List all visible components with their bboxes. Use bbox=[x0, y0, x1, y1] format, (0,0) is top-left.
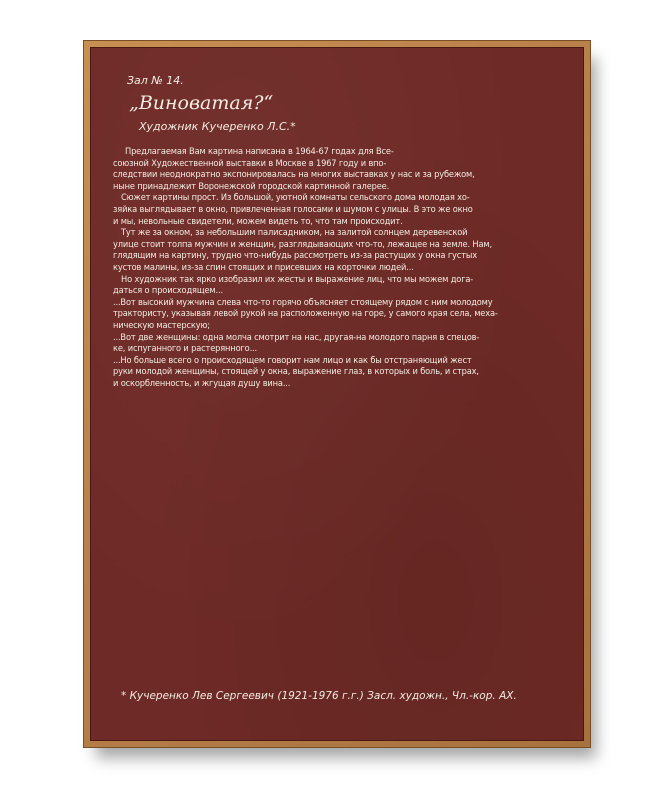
text-line: руки молодой женщины, стоящей у окна, выражение глаз, в которых и боль, и страх, bbox=[113, 366, 479, 378]
text-line: глядящим на картину, трудно что-нибудь рассмотреть из-за растущих у окна густых bbox=[113, 250, 477, 262]
text-line: ныне принадлежит Воронежской городской картинной галерее. bbox=[113, 180, 390, 192]
text-line: кустов малины, из-за спин стоящих и присевших на корточки людей... bbox=[113, 261, 414, 273]
artist-footnote: * Кучеренко Лев Сергеевич (1921-1976 г.г.) Засл. художн., Чл.-кор. АХ. bbox=[121, 690, 517, 702]
text-line: и мы, невольные свидетели, можем видеть то, что там происходит. bbox=[113, 215, 403, 227]
text-line: трактористу, указывая левой рукой на расположенную на горе, у самого края села, меха- bbox=[113, 308, 498, 320]
text-line: союзной Художественной выставки в Москве в 1967 году и впо- bbox=[113, 157, 387, 169]
text-line: Но художник так ярко изобразил их жесты и выражение лиц, что мы можем дога- bbox=[121, 273, 474, 285]
text-line: ке, испуганного и растерянного... bbox=[113, 343, 257, 355]
text-line: даться о происходящем... bbox=[113, 285, 223, 297]
painting-title: „Виноватая?“ bbox=[129, 92, 274, 114]
hall-number: Зал № 14. bbox=[127, 74, 184, 87]
text-line: Предлагаемая Вам картина написана в 1964-67 годах для Все- bbox=[125, 146, 394, 157]
artist-name: Художник Кучеренко Л.С.* bbox=[139, 120, 296, 133]
text-line: улице стоит толпа мужчин и женщин, разглядывающих что-то, лежащее на земле. Нам, bbox=[113, 238, 492, 250]
text-line: ...Вот высокий мужчина слева что-то горячо объясняет стоящему рядом с ним молодому bbox=[113, 296, 493, 308]
text-line: и оскорбленность, и жгущая душу вина... bbox=[113, 377, 291, 389]
wooden-frame bbox=[83, 40, 591, 748]
text-line: ническую мастерскую; bbox=[113, 319, 210, 331]
text-line: следствии неоднократно экспонировалась на многих выставках у нас и за рубежом, bbox=[113, 169, 475, 181]
text-line: Сюжет картины прост. Из большой, уютной комнаты сельского дома молодая хо- bbox=[121, 192, 470, 204]
text-line: ...Но больше всего о происходящем говорит нам лицо и как бы отстраняющий жест bbox=[113, 354, 472, 366]
plaque-board bbox=[90, 47, 584, 741]
description-text bbox=[113, 146, 553, 389]
text-line: Тут же за окном, за небольшим палисадником, на залитой солнцем деревенской bbox=[121, 227, 468, 239]
text-line: ...Вот две женщины: одна молча смотрит на нас, другая-на молодого парня в спецов- bbox=[113, 331, 480, 343]
text-line: зяйка выглядывает в окно, привлеченная голосами и шумом с улицы. В это же окно bbox=[113, 203, 473, 215]
